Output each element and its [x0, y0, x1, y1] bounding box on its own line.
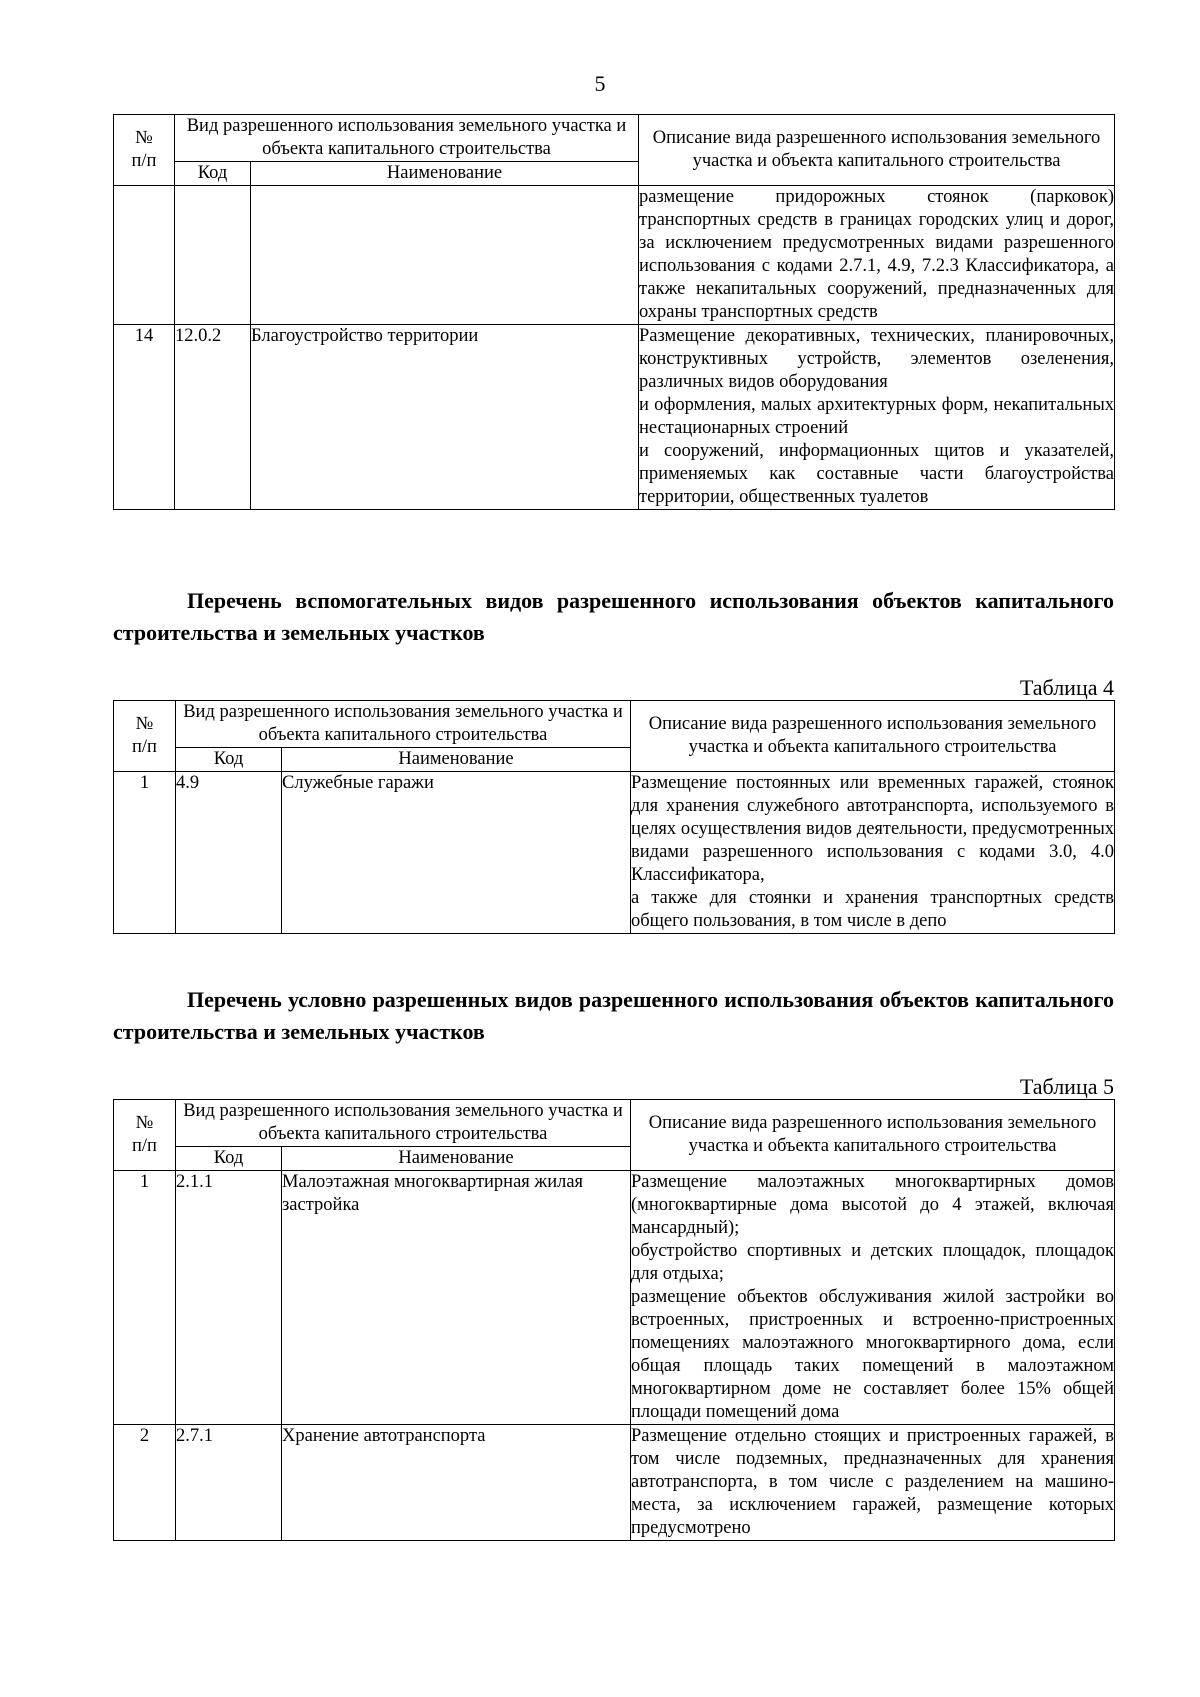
- header-opis: Описание вида разрешенного использования земельного участка и объекта капитального строительства: [631, 1100, 1115, 1171]
- table-row: [114, 772, 1115, 934]
- cell-code: 12.0.2: [175, 325, 251, 510]
- table-row: [114, 325, 1115, 510]
- cell-code: [175, 186, 251, 325]
- header-kod: Код: [175, 162, 251, 186]
- table-row: [114, 1171, 1115, 1425]
- header-vid: Вид разрешенного использования земельного участка и объекта капитального строительства: [175, 115, 639, 162]
- header-kod: Код: [176, 1147, 282, 1171]
- cell-code: 2.7.1: [176, 1425, 282, 1541]
- table-4: [113, 700, 1115, 934]
- table-3: [113, 114, 1115, 510]
- table-header-row: [114, 701, 1115, 748]
- table-row: [114, 1425, 1115, 1541]
- header-vid: Вид разрешенного использования земельного участка и объекта капитального строительства: [176, 701, 631, 748]
- cell-num: 1: [114, 772, 176, 934]
- table-header-row: [114, 115, 1115, 162]
- cell-desc: Размещение отдельно стоящих и пристроенных гаражей, в том числе подземных, предназначенных для хранения автотранспорта, в том числе с разделением на машино-места, за исключением гаражей, размещение которых предусмотрено: [631, 1425, 1115, 1541]
- cell-num: 1: [114, 1171, 176, 1425]
- cell-desc: Размещение постоянных или временных гаражей, стоянок для хранения служебного автотранспорта, используемого в целях осуществления видов деятельности, предусмотренных видами разрешенного использования с кодами 3.0, 4.0 Классификатора, а также для стоянки и хранения транспортных средств общего пользования, в том числе в депо: [631, 772, 1115, 934]
- page-number: 5: [594, 71, 606, 96]
- header-num: № п/п: [114, 115, 175, 186]
- table-caption-4: Таблица 4: [1019, 675, 1114, 700]
- cell-desc: Размещение малоэтажных многоквартирных домов (многоквартирные дома высотой до 4 этажей, включая мансардный); обустройство спортивных и детских площадок, площадок для отдыха; размещение объектов обслуживания жилой застройки во встроенных, пристроенных и встроенно-пристроенных помещениях малоэтажного многоквартирного дома, если общая площадь таких помещений в малоэтажном многоквартирном доме не составляет более 15% общей площади помещений дома: [631, 1171, 1115, 1425]
- cell-desc: Размещение декоративных, технических, планировочных, конструктивных устройств, элементов озеленения, различных видов оборудования и оформления, малых архитектурных форм, некапитальных нестационарных строений и сооружений, информационных щитов и указателей, применяемых как составные части благоустройства территории, общественных туалетов: [639, 325, 1115, 510]
- header-num: № п/п: [114, 1100, 176, 1171]
- header-num: № п/п: [114, 701, 176, 772]
- cell-desc: размещение придорожных стоянок (парковок) транспортных средств в границах городских улиц и дорог, за исключением предусмотренных видами разрешенного использования с кодами 2.7.1, 4.9, 7.2.3 Классификатора, а также некапитальных сооружений, предназначенных для охраны транспортных средств: [639, 186, 1115, 325]
- cell-num: [114, 186, 175, 325]
- header-opis: Описание вида разрешенного использования земельного участка и объекта капитального строительства: [631, 701, 1115, 772]
- cell-name: [251, 186, 639, 325]
- table-header-row: [114, 1100, 1115, 1147]
- cell-code: 2.1.1: [176, 1171, 282, 1425]
- header-vid: Вид разрешенного использования земельного участка и объекта капитального строительства: [176, 1100, 631, 1147]
- table-caption-5: Таблица 5: [1019, 1074, 1114, 1099]
- table-row: [114, 186, 1115, 325]
- cell-num: 14: [114, 325, 175, 510]
- cell-name: Служебные гаражи: [282, 772, 631, 934]
- cell-name: Благоустройство территории: [251, 325, 639, 510]
- header-naim: Наименование: [282, 1147, 631, 1171]
- header-naim: Наименование: [251, 162, 639, 186]
- cell-name: Малоэтажная многоквартирная жилая застройка: [282, 1171, 631, 1425]
- cell-num: 2: [114, 1425, 176, 1541]
- header-opis: Описание вида разрешенного использования земельного участка и объекта капитального строительства: [639, 115, 1115, 186]
- section-title-cond: Перечень условно разрешенных видов разрешенного использования объектов капитального строительства и земельных участков: [113, 987, 1114, 1044]
- section-title-aux: Перечень вспомогательных видов разрешенного использования объектов капитального строительства и земельных участков: [113, 588, 1114, 645]
- cell-code: 4.9: [176, 772, 282, 934]
- header-naim: Наименование: [282, 748, 631, 772]
- table-5: [113, 1099, 1115, 1541]
- header-kod: Код: [176, 748, 282, 772]
- cell-name: Хранение автотранспорта: [282, 1425, 631, 1541]
